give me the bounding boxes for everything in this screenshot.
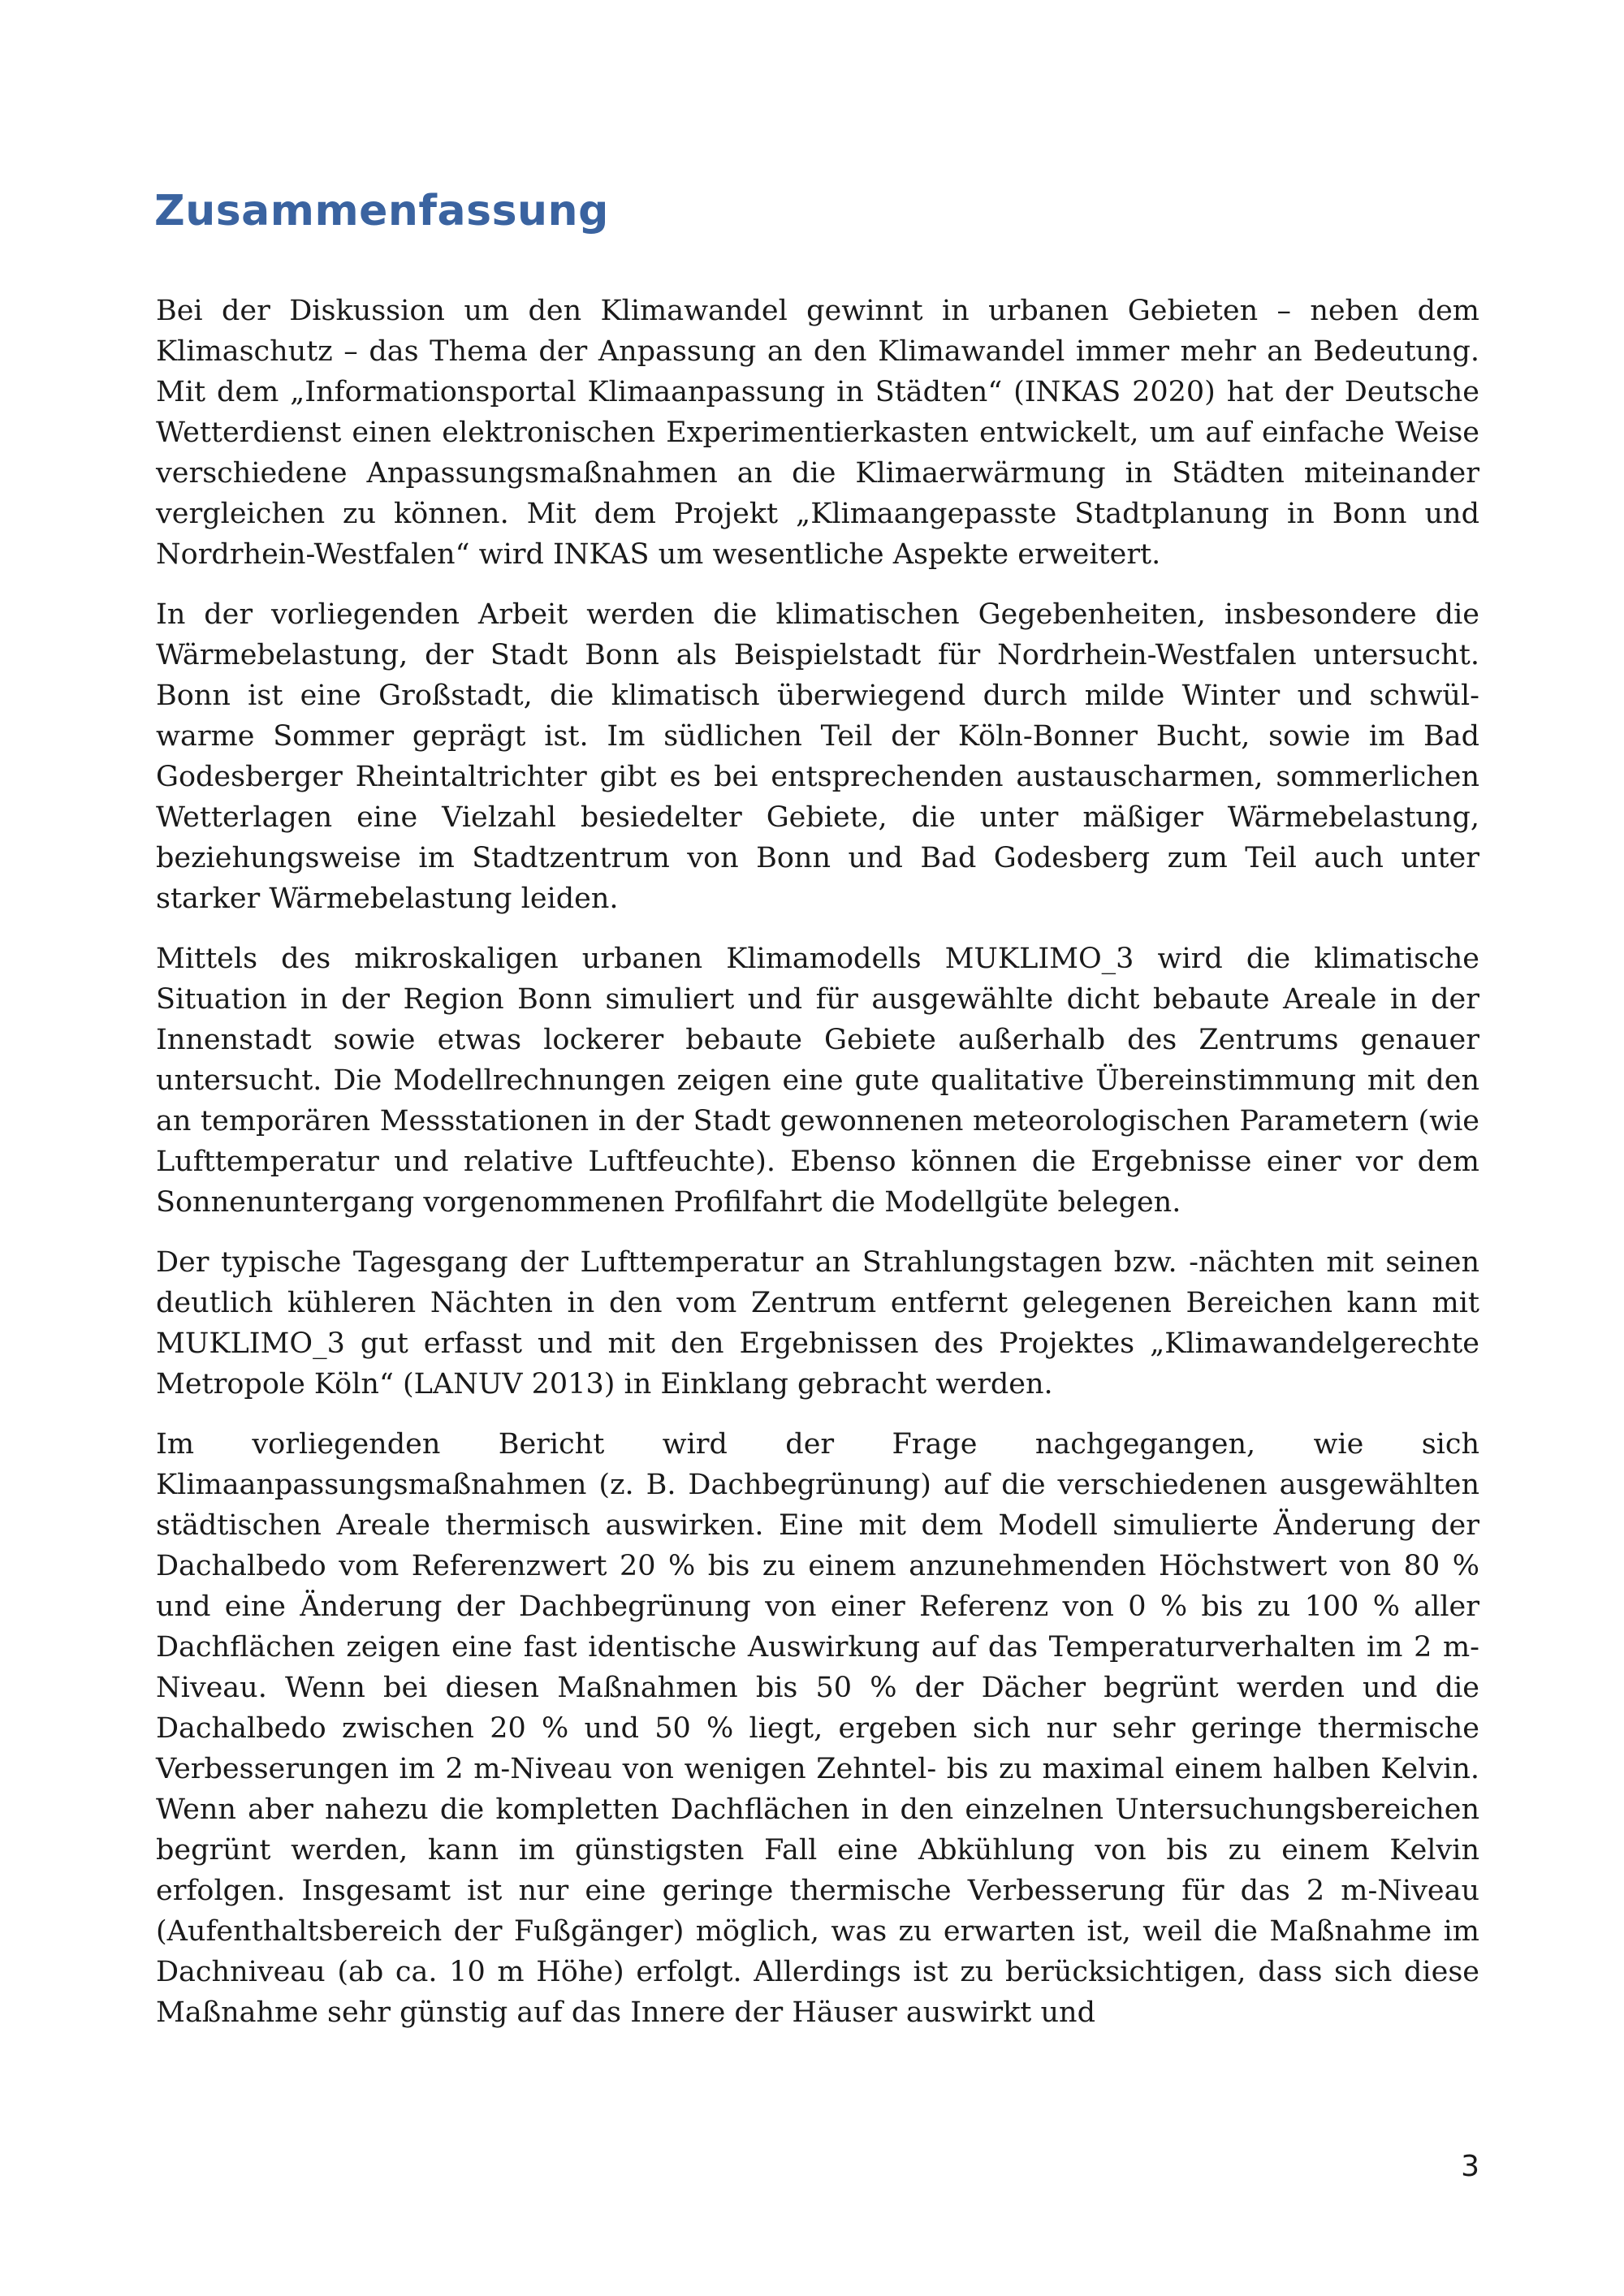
page-title: Zusammenfassung: [154, 187, 609, 235]
paragraph-2: In der vorliegenden Arbeit werden die klimatischen Gegebenheiten, insbesondere die Wärmebelastung, der Stadt Bonn als Beispielstadt für Nordrhein-Westfalen untersucht. Bonn ist eine Großstadt, die klimatisch überwiegend durch milde Winter und schwül-warme Sommer geprägt ist. Im südlichen Teil der Köln-Bonner Bucht, sowie im Bad Godesberger Rheintaltrichter gibt es bei entsprechenden austauscharmen, sommerlichen Wetterlagen eine Vielzahl besiedelter Gebiete, die unter mäßiger Wärmebelastung, beziehungsweise im Stadtzentrum von Bonn und Bad Godesberg zum Teil auch unter starker Wärmebelastung leiden.: [156, 598, 1479, 915]
paragraph-4: Der typische Tagesgang der Lufttemperatur an Strahlungstagen bzw. -nächten mit seinen deutlich kühleren Nächten in den vom Zentrum entfernt gelegenen Bereichen kann mit MUKLIMO_3 gut erfasst und mit den Ergebnissen des Projektes „Klimawandelgerechte Metropole Köln“ (LANUV 2013) in Einklang gebracht werden.: [156, 1246, 1479, 1400]
paragraph-1: Bei der Diskussion um den Klimawandel gewinnt in urbanen Gebieten – neben dem Klimaschutz – das Thema der Anpassung an den Klimawandel immer mehr an Bedeutung. Mit dem „Informationsportal Klimaanpassung in Städten“ (INKAS 2020) hat der Deutsche Wetterdienst einen elektronischen Experimentierkasten entwickelt, um auf einfache Weise verschiedene Anpassungsmaßnahmen an die Klimaerwärmung in Städten miteinander vergleichen zu können. Mit dem Projekt „Klimaangepasste Stadtplanung in Bonn und Nordrhein-Westfalen“ wird INKAS um wesentliche Aspekte erweitert.: [156, 295, 1479, 571]
paragraph-3: Mittels des mikroskaligen urbanen Klimamodells MUKLIMO_3 wird die klimatische Situation in der Region Bonn simuliert und für ausgewählte dicht bebaute Areale in der Innenstadt sowie etwas lockerer bebaute Gebiete außerhalb des Zentrums genauer untersucht. Die Modellrechnungen zeigen eine gute qualitative Übereinstimmung mit den an temporären Messstationen in der Stadt gewonnenen meteorologischen Parametern (wie Lufttemperatur und relative Luftfeuchte). Ebenso können die Ergebnisse einer vor dem Sonnenuntergang vorgenommenen Profilfahrt die Modellgüte belegen.: [156, 943, 1479, 1219]
body-text: [156, 291, 1479, 2052]
paragraph-5: Im vorliegenden Bericht wird der Frage nachgegangen, wie sich Klimaanpassungsmaßnahmen (z. B. Dachbegrünung) auf die verschiedenen ausgewählten städtischen Areale thermisch auswirken. Eine mit dem Modell simulierte Änderung der Dachalbedo vom Referenzwert 20 % bis zu einem anzunehmenden Höchstwert von 80 % und eine Änderung der Dachbegrünung von einer Referenz von 0 % bis zu 100 % aller Dachflächen zeigen eine fast identische Auswirkung auf das Temperaturverhalten im 2 m-Niveau. Wenn bei diesen Maßnahmen bis 50 % der Dächer begrünt werden und die Dachalbedo zwischen 20 % und 50 % liegt, ergeben sich nur sehr geringe thermische Verbesserungen im 2 m-Niveau von wenigen Zehntel- bis zu maximal einem halben Kelvin. Wenn aber nahezu die kompletten Dachflächen in den einzelnen Untersuchungsbereichen begrünt werden, kann im günstigsten Fall eine Abkühlung von bis zu einem Kelvin erfolgen. Insgesamt ist nur eine geringe thermische Verbesserung für das 2 m-Niveau (Aufenthaltsbereich der Fußgänger) möglich, was zu erwarten ist, weil die Maßnahme im Dachniveau (ab ca. 10 m Höhe) erfolgt. Allerdings ist zu berücksichtigen, dass sich diese Maßnahme sehr günstig auf das Innere der Häuser auswirkt und: [156, 1428, 1479, 2029]
page-number: 3: [1461, 2150, 1479, 2183]
